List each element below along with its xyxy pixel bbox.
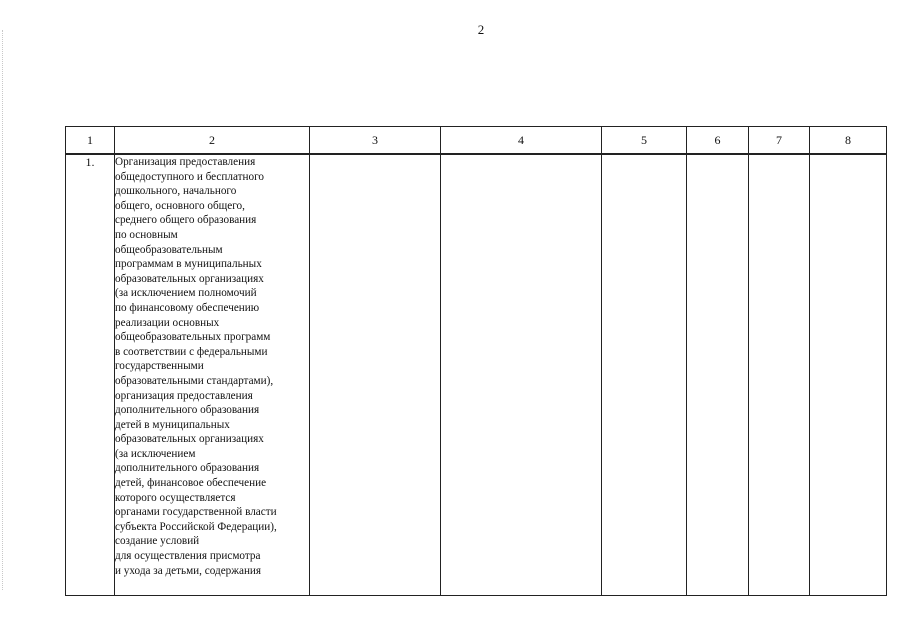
row-description — [115, 154, 310, 596]
description-line: государственными — [115, 360, 204, 373]
scan-edge — [2, 30, 4, 590]
description-line: образовательных организациях — [115, 272, 264, 285]
description-line: дополнительного образования — [115, 462, 260, 475]
column-header-8: 8 — [810, 127, 887, 155]
row-number: 1. — [66, 154, 115, 596]
description-line: детей, финансовое обеспечение — [115, 477, 267, 490]
column-header-6: 6 — [687, 127, 749, 155]
description-line: общедоступного и бесплатного — [115, 170, 265, 183]
description-line: общего, основного общего, — [115, 199, 245, 212]
column-header-3: 3 — [310, 127, 441, 155]
cell-col-3 — [310, 154, 441, 596]
cell-col-4 — [441, 154, 602, 596]
description-line: (за исключением полномочий — [115, 287, 257, 300]
description-line: общеобразовательным — [115, 243, 223, 256]
description-line: органами государственной власти — [115, 506, 277, 519]
cell-col-8 — [810, 154, 887, 596]
cell-col-6 — [687, 154, 749, 596]
page-number: 2 — [477, 22, 485, 37]
description-line: среднего общего образования — [115, 214, 257, 227]
cell-col-5 — [602, 154, 687, 596]
description-line: Организация предоставления — [115, 156, 256, 168]
description-text — [115, 155, 309, 578]
table-row — [66, 154, 887, 596]
description-line: образовательными стандартами), — [115, 374, 274, 387]
table-header-row — [66, 127, 887, 155]
column-header-2: 2 — [115, 127, 310, 155]
description-line: (за исключением — [115, 447, 196, 460]
description-line: программам в муниципальных — [115, 258, 262, 271]
description-line: создание условий — [115, 535, 200, 548]
cell-col-7 — [749, 154, 810, 596]
description-line: по финансовому обеспечению — [115, 301, 260, 314]
description-line: и ухода за детьми, содержания — [115, 564, 262, 577]
description-line: дополнительного образования — [115, 404, 260, 417]
description-line: по основным — [115, 228, 178, 241]
description-line: которого осуществляется — [115, 491, 236, 504]
column-header-4: 4 — [441, 127, 602, 155]
column-header-1: 1 — [66, 127, 115, 155]
description-line: детей в муниципальных — [115, 418, 230, 431]
description-line: дошкольного, начального — [115, 185, 237, 198]
data-table — [65, 126, 887, 596]
description-line: реализации основных — [115, 316, 220, 329]
column-header-7: 7 — [749, 127, 810, 155]
description-line: для осуществления присмотра — [115, 550, 261, 563]
description-line: организация предоставления — [115, 389, 253, 402]
column-header-5: 5 — [602, 127, 687, 155]
description-line: субъекта Российской Федерации), — [115, 520, 277, 533]
description-line: общеобразовательных программ — [115, 331, 271, 344]
description-line: в соответствии с федеральными — [115, 345, 268, 358]
description-line: образовательных организациях — [115, 433, 264, 446]
